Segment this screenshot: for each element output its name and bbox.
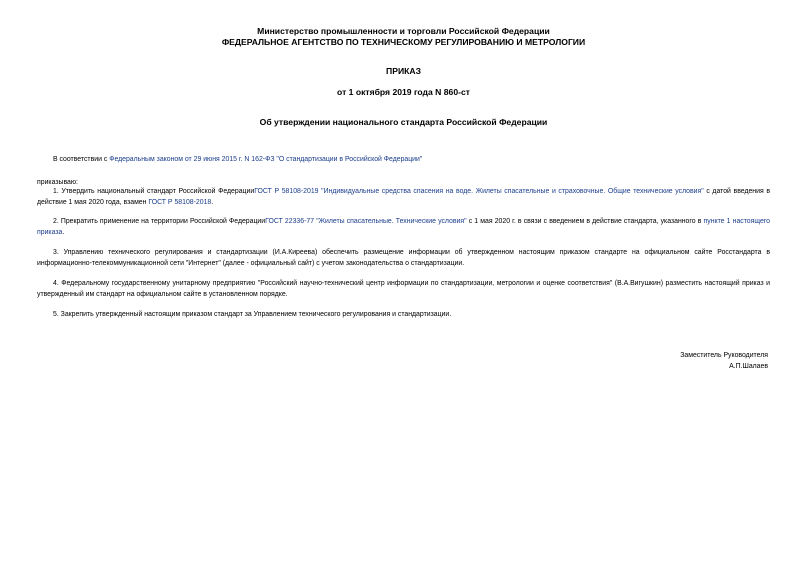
item-4: 4. Федеральному государственному унитарному предприятию "Российский научно-технический центр информации по стандартизации, метрологии и оценке соответствия" (В.А.Вигушкин) разместить настоящий приказ и утвержденный им стандарт на официальном сайте в установленном порядке. [37, 280, 770, 298]
gost-22336-77-link[interactable]: ГОСТ 22336-77 "Жилеты спасательные. Технические условия" [265, 218, 467, 225]
item-1-text-a: 1. Утвердить национальный стандарт Российской Федерации [53, 188, 255, 195]
signer-position: Заместитель Руководителя [680, 352, 768, 359]
document-title: Об утверждении национального стандарта Российской Федерации [259, 117, 548, 127]
signer-name: А.П.Шалаев [729, 363, 768, 370]
item-5: 5. Закрепить утвержденный настоящим приказом стандарт за Управлением технического регулирования и стандартизации. [53, 311, 452, 318]
ministry-heading: Министерство промышленности и торговли Российской Федерации [257, 26, 550, 36]
document-date-number: от 1 октября 2019 года N 860-ст [337, 87, 470, 97]
item-2 [37, 217, 770, 238]
item-2-text-c: . [62, 228, 65, 236]
item-1-text-b: с датой введения в действие 1 мая 2020 года, взамен [37, 188, 770, 206]
item-2-text-a: 2. Прекратить применение на территории Российской Федерации [53, 218, 266, 225]
order-word: приказываю: [37, 179, 78, 186]
preamble [37, 155, 770, 166]
preamble-text: В соответствии с [53, 156, 110, 163]
item-2-text-b: с 1 мая 2020 г. в связи с введением в действие стандарта, указанного в [466, 218, 704, 225]
document-type: ПРИКАЗ [386, 66, 421, 76]
item-1 [37, 187, 770, 208]
item-1-text-c: . [211, 198, 214, 206]
agency-heading: ФЕДЕРАЛЬНОЕ АГЕНТСТВО ПО ТЕХНИЧЕСКОМУ РЕГУЛИРОВАНИЮ И МЕТРОЛОГИИ [221, 37, 586, 47]
federal-law-link[interactable]: Федеральным законом от 29 июня 2015 г. N 162-ФЗ "О стандартизации в Российской Федерации" [109, 156, 423, 163]
item-3: 3. Управлению технического регулирования и стандартизации (И.А.Киреева) обеспечить размещение информации об утвержденном настоящим приказом стандарте на официальном сайте Росстандарта в информационно-телекоммуникационной сети "Интернет" (далее - официальный сайт) с учетом законодательства о стандартизации. [37, 249, 770, 267]
gost-r-58108-2019-link[interactable]: ГОСТ Р 58108-2019 "Индивидуальные средства спасения на воде. Жилеты спасательные и страховочные. Общие технические условия" [254, 188, 704, 195]
item-1-reference-link[interactable]: пункте 1 настоящего приказа [37, 218, 770, 236]
gost-r-58108-2018-link[interactable]: ГОСТ Р 58108-2018 [148, 198, 212, 206]
